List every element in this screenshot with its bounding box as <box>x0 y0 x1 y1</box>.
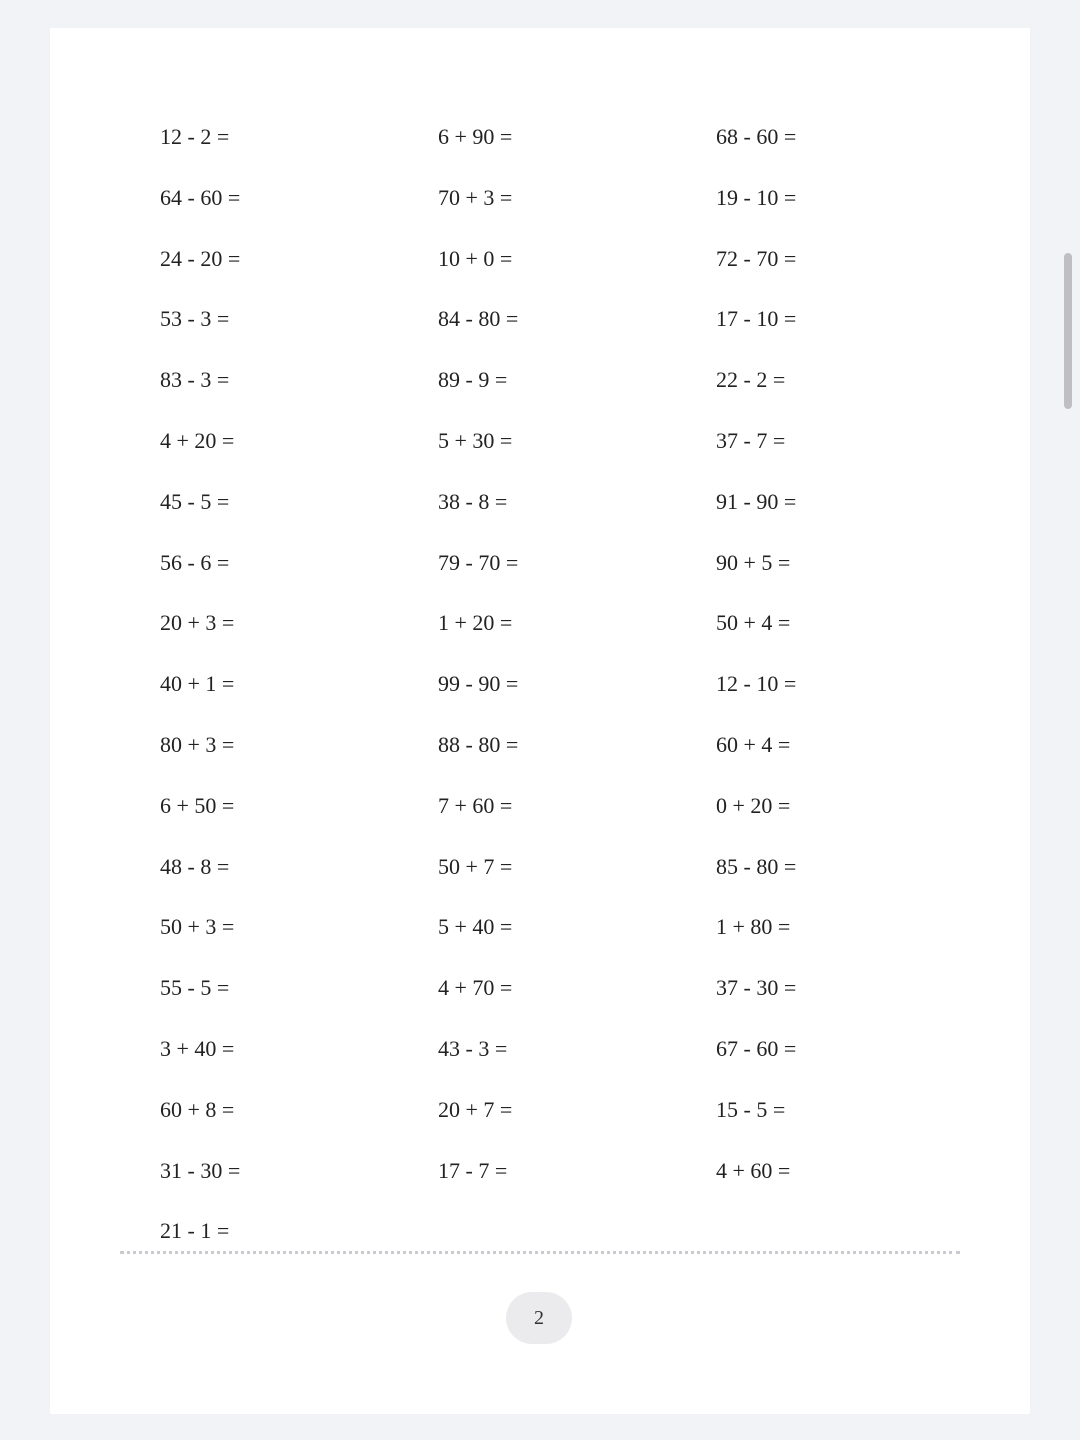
math-problem: 31 - 30 = <box>160 1157 241 1183</box>
math-problem: 72 - 70 = <box>716 245 797 271</box>
math-problem: 17 - 10 = <box>716 306 797 332</box>
math-problem: 10 + 0 = <box>438 245 513 271</box>
math-problem: 5 + 40 = <box>438 914 513 940</box>
math-problem: 7 + 60 = <box>438 792 513 818</box>
scrollbar-thumb[interactable] <box>1064 253 1072 409</box>
math-problem: 60 + 4 = <box>716 731 791 757</box>
math-problem: 88 - 80 = <box>438 731 519 757</box>
math-problem: 5 + 30 = <box>438 427 513 453</box>
math-problem: 80 + 3 = <box>160 731 235 757</box>
math-problem: 50 + 3 = <box>160 914 235 940</box>
math-problem: 3 + 40 = <box>160 1035 235 1061</box>
worksheet-page <box>50 28 1030 1414</box>
math-problem: 64 - 60 = <box>160 184 241 210</box>
math-problem: 4 + 60 = <box>716 1157 791 1183</box>
math-problem: 90 + 5 = <box>716 549 791 575</box>
math-problem: 15 - 5 = <box>716 1096 786 1122</box>
math-problem: 6 + 90 = <box>438 124 513 149</box>
math-problem: 60 + 8 = <box>160 1096 235 1122</box>
math-problem: 20 + 3 = <box>160 610 235 636</box>
math-problem: 50 + 7 = <box>438 853 513 879</box>
math-problem: 91 - 90 = <box>716 488 797 514</box>
math-problem: 1 + 20 = <box>438 610 513 636</box>
math-problem: 45 - 5 = <box>160 488 230 514</box>
math-problem: 4 + 20 = <box>160 427 235 453</box>
math-problem: 40 + 1 = <box>160 671 235 697</box>
math-problem: 99 - 90 = <box>438 671 519 697</box>
math-problem: 70 + 3 = <box>438 184 513 210</box>
math-problem: 83 - 3 = <box>160 367 230 393</box>
math-problem: 22 - 2 = <box>716 367 786 393</box>
math-problem: 24 - 20 = <box>160 245 241 271</box>
math-problem: 37 - 30 = <box>716 975 797 1001</box>
math-problem: 53 - 3 = <box>160 306 230 332</box>
math-problem: 68 - 60 = <box>716 124 797 149</box>
math-problem: 48 - 8 = <box>160 853 230 879</box>
math-problem: 12 - 2 = <box>160 124 230 149</box>
math-problem: 0 + 20 = <box>716 792 791 818</box>
math-problem: 38 - 8 = <box>438 488 508 514</box>
math-problem: 6 + 50 = <box>160 792 235 818</box>
math-problem: 1 + 80 = <box>716 914 791 940</box>
math-problem: 4 + 70 = <box>438 975 513 1001</box>
math-problem: 21 - 1 = <box>160 1218 230 1244</box>
page-divider <box>120 1251 960 1254</box>
math-problem: 17 - 7 = <box>438 1157 508 1183</box>
math-problem: 20 + 7 = <box>438 1096 513 1122</box>
math-problem: 89 - 9 = <box>438 367 508 393</box>
math-problem: 67 - 60 = <box>716 1035 797 1061</box>
math-problem: 37 - 7 = <box>716 427 786 453</box>
math-problem: 19 - 10 = <box>716 184 797 210</box>
math-problem: 56 - 6 = <box>160 549 230 575</box>
math-problem: 79 - 70 = <box>438 549 519 575</box>
math-problem: 84 - 80 = <box>438 306 519 332</box>
math-problem: 50 + 4 = <box>716 610 791 636</box>
math-problem: 43 - 3 = <box>438 1035 508 1061</box>
math-problem: 12 - 10 = <box>716 671 797 697</box>
problem-grid <box>160 126 1000 1281</box>
math-problem: 85 - 80 = <box>716 853 797 879</box>
math-problem: 55 - 5 = <box>160 975 230 1001</box>
page-number-badge[interactable]: 2 <box>506 1292 572 1344</box>
